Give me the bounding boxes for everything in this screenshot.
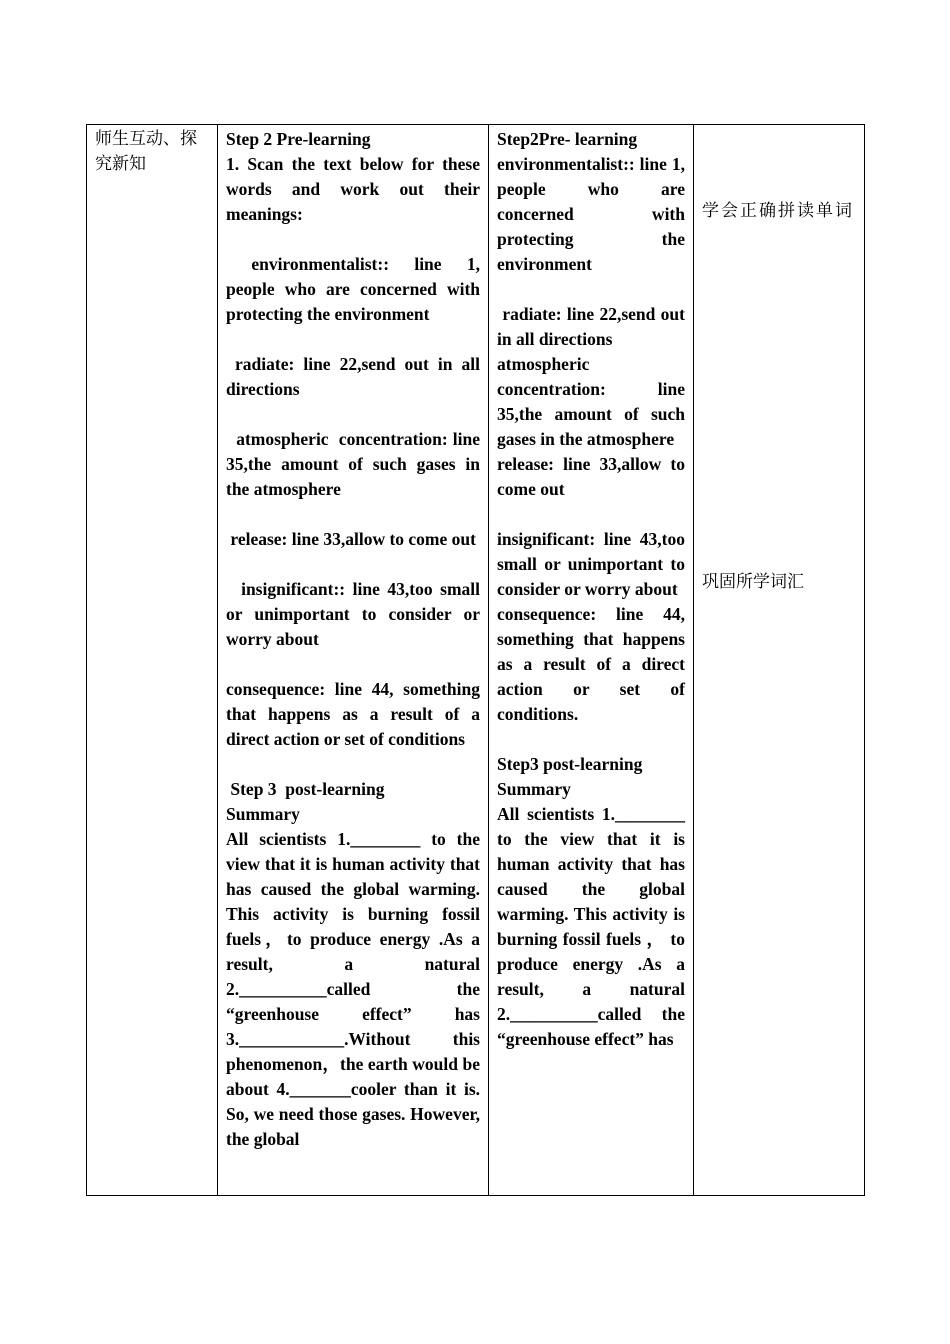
vocab-entry: environmentalist:: line 1, people who are concerned with protecting the environment [497, 154, 685, 274]
vocab-entry: radiate: line 22,send out in all directions [497, 304, 690, 349]
step2-instruction: 1. Scan the text below for these words and work out their meanings: [226, 154, 480, 224]
vocab-entry: insignificant:: line 43,too small or unimportant to consider or worry about [226, 579, 485, 649]
step3-heading: Step 3 post-learning [226, 779, 385, 799]
vocab-entry: insignificant: line 43,too small or unimportant to consider or worry about [497, 529, 685, 599]
goal-vocabulary: 巩固所学词汇 [702, 572, 804, 592]
vocab-entry: release: line 33,allow to come out [497, 454, 685, 499]
vocab-entry: atmospheric concentration: line 35,the amount of such gases in the atmosphere [497, 354, 685, 449]
student-activity-cell [489, 125, 694, 1196]
summary-label: Summary [226, 804, 300, 824]
stage-cell [87, 125, 218, 1196]
summary-label: Summary [497, 779, 571, 799]
step2-heading: Step2Pre- learning [497, 129, 638, 149]
goal-spelling: 学会正确拼读单词 [702, 201, 854, 221]
goal-cell [694, 125, 865, 1196]
vocab-entry: consequence: line 44, something that happens as a result of a direct action or set of conditions. [497, 604, 685, 724]
vocab-entry: environmentalist:: line 1, people who are concerned with protecting the environment [226, 254, 485, 324]
table-row [87, 125, 865, 1196]
summary-text: All scientists 1.________ to the view that it is human activity that has caused the global warming. This activity is burning fossil fuels ， to produce energy .As a result, a natural 2.__________called the “greenhouse effect” has [497, 804, 685, 1049]
section-label: 师生互动、探究新知 [95, 129, 197, 174]
step3-heading: Step3 post-learning [497, 754, 643, 774]
vocab-entry: consequence: line 44, something that happens as a result of a direct action or set of conditions [226, 679, 480, 749]
lesson-plan-table [86, 124, 865, 1196]
summary-text: All scientists 1.________ to the view that it is human activity that has caused the global warming. This activity is burning fossil fuels，to produce energy .As a result, a natural 2.__________called the “greenhouse effect” has 3.____________.Without this phenomenon，the earth would be about 4._______cooler than it is. So, we need those gases. However, the global [226, 829, 480, 1149]
vocab-entry: release: line 33,allow to come out [226, 529, 476, 549]
vocab-entry: atmospheric concentration: line 35,the amount of such gases in the atmosphere [226, 429, 485, 499]
step2-heading: Step 2 Pre-learning [226, 129, 371, 149]
teacher-activity-cell [218, 125, 489, 1196]
vocab-entry: radiate: line 22,send out in all directions [226, 354, 485, 399]
